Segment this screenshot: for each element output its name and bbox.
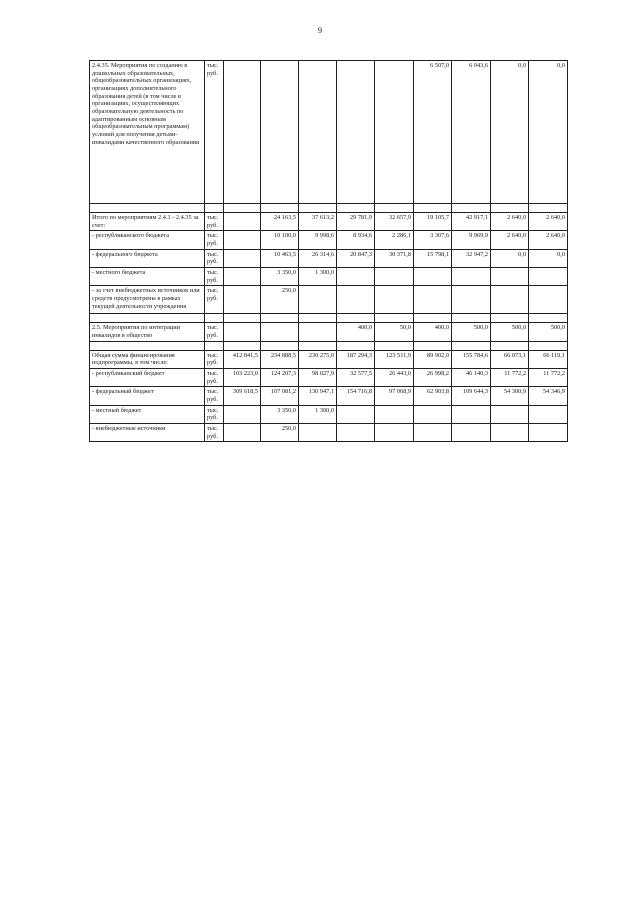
blank-cell bbox=[337, 341, 375, 350]
value-cell: 0,0 bbox=[529, 249, 568, 267]
value-cell bbox=[224, 249, 261, 267]
value-cell: 2 640,0 bbox=[529, 213, 568, 231]
table-row bbox=[90, 405, 568, 423]
value-cell: 10 100,0 bbox=[261, 231, 299, 249]
value-cell bbox=[414, 424, 452, 442]
value-cell bbox=[224, 286, 261, 314]
value-cell bbox=[375, 424, 414, 442]
value-cell bbox=[224, 268, 261, 286]
row-unit: тыс. руб. bbox=[205, 405, 224, 423]
value-cell bbox=[261, 323, 299, 341]
value-cell: 3 307,6 bbox=[414, 231, 452, 249]
value-cell bbox=[337, 424, 375, 442]
blank-cell bbox=[452, 204, 491, 213]
value-cell: 3 350,0 bbox=[261, 268, 299, 286]
value-cell: 109 644,3 bbox=[452, 387, 491, 405]
blank-cell bbox=[529, 341, 568, 350]
value-cell: 3 350,0 bbox=[261, 405, 299, 423]
row-unit: тыс. руб. bbox=[205, 286, 224, 314]
value-cell: 2 640,0 bbox=[491, 231, 529, 249]
value-cell: 130 947,1 bbox=[299, 387, 337, 405]
row-name: - местного бюджета bbox=[90, 268, 205, 286]
blank-cell bbox=[529, 204, 568, 213]
row-name: - федеральный бюджет bbox=[90, 387, 205, 405]
blank-cell bbox=[261, 314, 299, 323]
blank-cell bbox=[375, 341, 414, 350]
table-row bbox=[90, 350, 568, 368]
value-cell: 123 511,9 bbox=[375, 350, 414, 368]
value-cell: 2 286,1 bbox=[375, 231, 414, 249]
row-name: 2.5. Мероприятия по интеграции инвалидов в общество bbox=[90, 323, 205, 341]
value-cell bbox=[452, 405, 491, 423]
row-unit: тыс. руб. bbox=[205, 369, 224, 387]
blank-cell bbox=[205, 341, 224, 350]
blank-cell bbox=[299, 341, 337, 350]
value-cell: 500,0 bbox=[491, 323, 529, 341]
row-name: - республиканский бюджет bbox=[90, 369, 205, 387]
value-cell bbox=[224, 213, 261, 231]
value-cell: 26 443,0 bbox=[375, 369, 414, 387]
blank-cell bbox=[299, 204, 337, 213]
value-cell: 250,0 bbox=[261, 286, 299, 314]
value-cell: 15 798,1 bbox=[414, 249, 452, 267]
row-unit: тыс. руб. bbox=[205, 387, 224, 405]
value-cell bbox=[529, 405, 568, 423]
value-cell: 103 223,0 bbox=[224, 369, 261, 387]
table-row bbox=[90, 213, 568, 231]
blank-cell bbox=[414, 204, 452, 213]
blank-cell bbox=[529, 314, 568, 323]
value-cell: 30 371,8 bbox=[375, 249, 414, 267]
value-cell: 1 300,0 bbox=[299, 268, 337, 286]
table-row bbox=[90, 249, 568, 267]
value-cell: 26 314,6 bbox=[299, 249, 337, 267]
value-cell: 32 577,5 bbox=[337, 369, 375, 387]
row-name: - республиканского бюджета bbox=[90, 231, 205, 249]
table-body bbox=[90, 61, 568, 442]
table-row bbox=[90, 231, 568, 249]
value-cell: 20 847,3 bbox=[337, 249, 375, 267]
value-cell bbox=[337, 286, 375, 314]
value-cell: 0,0 bbox=[491, 61, 529, 204]
value-cell bbox=[299, 323, 337, 341]
table-row bbox=[90, 387, 568, 405]
value-cell bbox=[452, 286, 491, 314]
value-cell bbox=[452, 268, 491, 286]
value-cell: 29 781,9 bbox=[337, 213, 375, 231]
value-cell: 155 784,6 bbox=[452, 350, 491, 368]
blank-cell bbox=[90, 341, 205, 350]
value-cell bbox=[299, 286, 337, 314]
value-cell: 66 073,1 bbox=[491, 350, 529, 368]
value-cell bbox=[375, 286, 414, 314]
value-cell: 309 618,5 bbox=[224, 387, 261, 405]
value-cell: 54 300,9 bbox=[491, 387, 529, 405]
row-name: 2.4.35. Мероприятия по созданию в дошкольных образовательных, общеобразовательных организациях, организациях дополнительного образования детей (в том числе в организациях, осуществляющих образовательную деятельность по адаптированным основным общеобразовательным программам) условий для получения детьми-инвалидами качественного образования bbox=[90, 61, 205, 204]
value-cell bbox=[529, 268, 568, 286]
row-name: - внебюджетные источники bbox=[90, 424, 205, 442]
row-unit: тыс. руб. bbox=[205, 323, 224, 341]
value-cell: 230 275,0 bbox=[299, 350, 337, 368]
value-cell: 6 043,6 bbox=[452, 61, 491, 204]
spacer-row bbox=[90, 204, 568, 213]
blank-cell bbox=[375, 204, 414, 213]
table-row bbox=[90, 369, 568, 387]
value-cell: 400,0 bbox=[414, 323, 452, 341]
blank-cell bbox=[224, 204, 261, 213]
table-row bbox=[90, 424, 568, 442]
value-cell: 2 640,0 bbox=[491, 213, 529, 231]
blank-cell bbox=[491, 341, 529, 350]
value-cell: 1 300,0 bbox=[299, 405, 337, 423]
value-cell bbox=[375, 268, 414, 286]
spacer-row bbox=[90, 341, 568, 350]
value-cell: 2 640,0 bbox=[529, 231, 568, 249]
row-unit: тыс. руб. bbox=[205, 268, 224, 286]
value-cell bbox=[299, 424, 337, 442]
value-cell: 234 888,5 bbox=[261, 350, 299, 368]
value-cell bbox=[529, 424, 568, 442]
blank-cell bbox=[452, 314, 491, 323]
value-cell: 0,0 bbox=[491, 249, 529, 267]
value-cell bbox=[337, 61, 375, 204]
blank-cell bbox=[414, 314, 452, 323]
blank-cell bbox=[299, 314, 337, 323]
value-cell: 8 934,6 bbox=[337, 231, 375, 249]
budget-table bbox=[89, 60, 568, 442]
value-cell bbox=[491, 286, 529, 314]
value-cell bbox=[337, 405, 375, 423]
blank-cell bbox=[224, 314, 261, 323]
blank-cell bbox=[414, 341, 452, 350]
table-row bbox=[90, 61, 568, 204]
row-unit: тыс. руб. bbox=[205, 61, 224, 204]
value-cell bbox=[224, 231, 261, 249]
value-cell: 32 947,2 bbox=[452, 249, 491, 267]
value-cell bbox=[261, 61, 299, 204]
table-row bbox=[90, 323, 568, 341]
value-cell bbox=[491, 424, 529, 442]
value-cell: 9 998,6 bbox=[299, 231, 337, 249]
value-cell bbox=[414, 268, 452, 286]
spacer-row bbox=[90, 314, 568, 323]
blank-cell bbox=[491, 204, 529, 213]
value-cell: 250,0 bbox=[261, 424, 299, 442]
blank-cell bbox=[205, 314, 224, 323]
value-cell: 10 463,5 bbox=[261, 249, 299, 267]
value-cell: 54 346,9 bbox=[529, 387, 568, 405]
row-name: Общая сумма финансирования подпрограммы, в том числе: bbox=[90, 350, 205, 368]
blank-cell bbox=[337, 204, 375, 213]
value-cell bbox=[491, 268, 529, 286]
value-cell: 42 917,1 bbox=[452, 213, 491, 231]
value-cell: 9 969,9 bbox=[452, 231, 491, 249]
blank-cell bbox=[375, 314, 414, 323]
blank-cell bbox=[90, 204, 205, 213]
value-cell: 37 613,2 bbox=[299, 213, 337, 231]
row-name: - местный бюджет bbox=[90, 405, 205, 423]
blank-cell bbox=[337, 314, 375, 323]
blank-cell bbox=[224, 341, 261, 350]
blank-cell bbox=[205, 204, 224, 213]
value-cell bbox=[299, 61, 337, 204]
value-cell: 97 068,9 bbox=[375, 387, 414, 405]
table-row bbox=[90, 268, 568, 286]
blank-cell bbox=[491, 314, 529, 323]
value-cell: 154 716,8 bbox=[337, 387, 375, 405]
value-cell: 6 507,0 bbox=[414, 61, 452, 204]
value-cell bbox=[224, 323, 261, 341]
value-cell bbox=[337, 268, 375, 286]
value-cell bbox=[529, 286, 568, 314]
value-cell: 400,0 bbox=[337, 323, 375, 341]
value-cell: 19 105,7 bbox=[414, 213, 452, 231]
value-cell: 62 903,8 bbox=[414, 387, 452, 405]
value-cell bbox=[452, 424, 491, 442]
blank-cell bbox=[90, 314, 205, 323]
value-cell: 11 772,2 bbox=[529, 369, 568, 387]
value-cell bbox=[224, 424, 261, 442]
table-row bbox=[90, 286, 568, 314]
blank-cell bbox=[261, 204, 299, 213]
value-cell bbox=[414, 405, 452, 423]
row-unit: тыс. руб. bbox=[205, 424, 224, 442]
value-cell: 412 841,5 bbox=[224, 350, 261, 368]
value-cell: 50,0 bbox=[375, 323, 414, 341]
value-cell bbox=[375, 405, 414, 423]
value-cell: 107 081,2 bbox=[261, 387, 299, 405]
value-cell: 66 119,1 bbox=[529, 350, 568, 368]
value-cell: 187 294,3 bbox=[337, 350, 375, 368]
value-cell bbox=[491, 405, 529, 423]
row-name: - федерального бюджета bbox=[90, 249, 205, 267]
value-cell bbox=[224, 405, 261, 423]
value-cell: 0,0 bbox=[529, 61, 568, 204]
row-unit: тыс. руб. bbox=[205, 213, 224, 231]
value-cell: 89 902,0 bbox=[414, 350, 452, 368]
page-number: 9 bbox=[318, 26, 322, 35]
row-unit: тыс. руб. bbox=[205, 249, 224, 267]
value-cell: 32 657,9 bbox=[375, 213, 414, 231]
value-cell: 124 207,3 bbox=[261, 369, 299, 387]
value-cell: 24 163,5 bbox=[261, 213, 299, 231]
value-cell: 46 140,3 bbox=[452, 369, 491, 387]
value-cell: 98 027,9 bbox=[299, 369, 337, 387]
value-cell: 26 998,2 bbox=[414, 369, 452, 387]
blank-cell bbox=[452, 341, 491, 350]
value-cell bbox=[414, 286, 452, 314]
row-name: Итого по мероприятиям 2.4.1 - 2.4.35 за счет: bbox=[90, 213, 205, 231]
row-name: - за счет внебюджетных источников или средств предусмотрены в рамках текущей деятельности учреждения bbox=[90, 286, 205, 314]
value-cell bbox=[375, 61, 414, 204]
value-cell: 500,0 bbox=[452, 323, 491, 341]
row-unit: тыс. руб. bbox=[205, 350, 224, 368]
blank-cell bbox=[261, 341, 299, 350]
value-cell: 11 772,2 bbox=[491, 369, 529, 387]
value-cell bbox=[224, 61, 261, 204]
row-unit: тыс. руб. bbox=[205, 231, 224, 249]
value-cell: 500,0 bbox=[529, 323, 568, 341]
